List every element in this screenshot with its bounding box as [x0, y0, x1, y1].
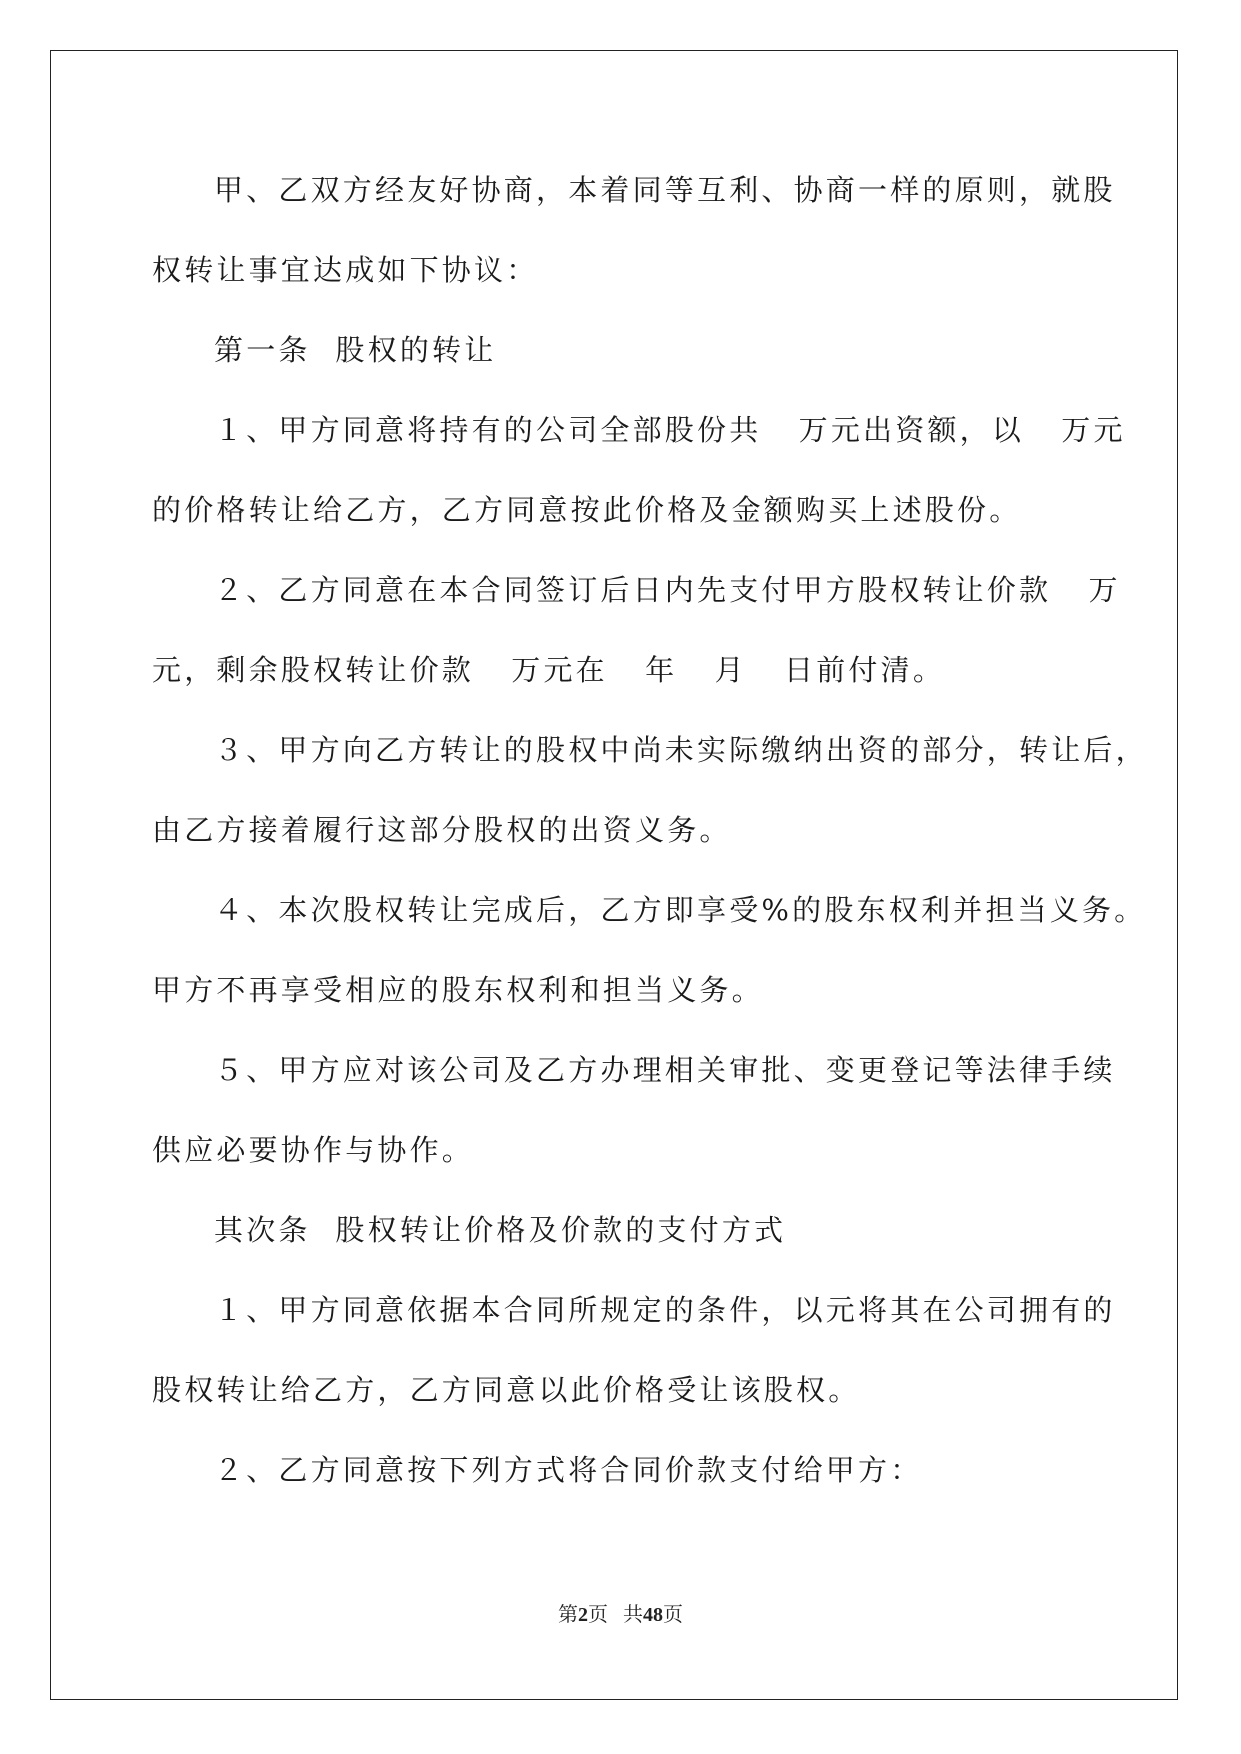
paragraph-line: ５、甲方应对该公司及乙方办理相关审批、变更登记等法律手续 [214, 1053, 1116, 1087]
paragraph-line: １、甲方同意将持有的公司全部股份共 万元出资额，以 万元 [214, 413, 1126, 447]
paragraph-line: 甲、乙双方经友好协商，本着同等互利、协商一样的原则，就股 [214, 173, 1116, 207]
footer-page-number: 2 [578, 1604, 588, 1626]
paragraph-line: 由乙方接着履行这部分股权的出资义务。 [152, 813, 732, 847]
paragraph-line: 元，剩余股权转让价款 万元在 年 月 日前付清。 [152, 653, 946, 687]
paragraph-line: 的价格转让给乙方，乙方同意按此价格及金额购买上述股份。 [152, 493, 1022, 527]
section-heading: 其次条 股权转让价格及价款的支付方式 [214, 1213, 787, 1247]
paragraph-line: ２、乙方同意按下列方式将合同价款支付给甲方： [214, 1453, 923, 1487]
footer-page-suffix: 页 [663, 1604, 683, 1626]
paragraph-line: 权转让事宜达成如下协议： [152, 253, 539, 287]
section-heading: 第一条 股权的转让 [214, 333, 497, 367]
page-footer [0, 1598, 1241, 1627]
paragraph-line: 甲方不再享受相应的股东权利和担当义务。 [152, 973, 764, 1007]
footer-total-pages: 48 [643, 1604, 663, 1626]
footer-page-prefix: 第 [558, 1604, 578, 1626]
paragraph-line: 股权转让给乙方，乙方同意以此价格受让该股权。 [152, 1373, 861, 1407]
paragraph-line: １、甲方同意依据本合同所规定的条件，以元将其在公司拥有的 [214, 1293, 1116, 1327]
paragraph-line: 供应必要协作与协作。 [152, 1133, 475, 1167]
paragraph-line: ４、本次股权转让完成后，乙方即享受%的股东权利并担当义务。 [214, 893, 1147, 927]
paragraph-line: ３、甲方向乙方转让的股权中尚未实际缴纳出资的部分，转让后， [214, 733, 1148, 767]
paragraph-line: ２、乙方同意在本合同签订后日内先支付甲方股权转让价款 万 [214, 573, 1121, 607]
footer-page-mid: 页 共 [588, 1604, 643, 1626]
